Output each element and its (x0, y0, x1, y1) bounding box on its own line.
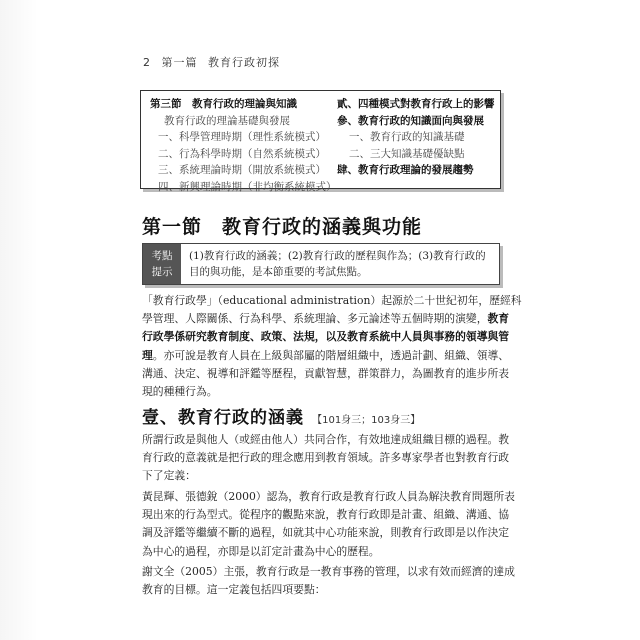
outline-item: 肆、教育行政理論的發展趨勢 (337, 164, 474, 176)
outline-item: 二、行為科學時期（自然系統模式） (158, 147, 326, 160)
text-line: 為中心的過程，亦即是以訂定計畫為中心的歷程。 (142, 544, 380, 558)
text-run: 學管理、人際關係、行為科學、系統理論、多元論述等五個時期的演變， (142, 312, 488, 326)
outline-left-column (150, 96, 337, 195)
page-number: 2 (143, 56, 151, 69)
exam-tip-text (189, 248, 491, 280)
text-line (142, 310, 510, 328)
exam-tip-box (142, 243, 500, 285)
subsection-heading (142, 403, 420, 428)
text-line: 下了定義： (142, 469, 196, 483)
emphasis-line: 行政學係研究教育制度、政策、法規，以及教育系統中人員與事務的領導與管 (142, 330, 510, 344)
hsieh-paragraph (142, 563, 515, 599)
tip-line: 目的與功能，是本節重要的考試焦點。 (189, 266, 368, 278)
emphasis-run: 理 (142, 348, 153, 362)
text-line (142, 347, 510, 365)
outline-item: 四、新興理論時期（非均衡系統模式） (158, 180, 337, 193)
huang-zhang-paragraph (142, 488, 515, 561)
outline-item: 三、系統理論時期（開放系統模式） (158, 164, 326, 176)
outline-item: 二、三大知識基礎優缺點 (349, 147, 465, 160)
text-line: 育行政的意義就是把行政的理念應用到教育領域。許多專家學者也對教育行政 (142, 451, 510, 465)
outline-item: 一、科學管理時期（理性系統模式） (158, 131, 326, 143)
section-title: 第一節 教育行政的涵義與功能 (142, 216, 423, 238)
tip-tag-line: 考點 (151, 250, 173, 262)
text-line: 黃昆輝、張德銳（2000）認為，教育行政是教育行政人員為解決教育問題所表 (142, 490, 515, 503)
outline-item: 貳、四種模式對教育行政上的影響 (337, 98, 495, 110)
definition-paragraph (142, 431, 510, 486)
intro-paragraph (142, 292, 522, 401)
part-title: 教育行政初探 (208, 56, 280, 69)
part-label: 第一篇 (161, 56, 198, 69)
chapter-outline-box (140, 90, 501, 193)
outline-item: 參、教育行政的知識面向與發展 (337, 114, 484, 127)
outline-item: 教育行政的理論基礎與發展 (164, 114, 290, 127)
outline-item: 一、教育行政的知識基礎 (349, 131, 465, 143)
text-line: 現的種種行為。 (142, 385, 218, 399)
text-line: 溝通、決定、視導和評鑑等歷程，貢獻智慧，群策群力，為圖教育的進步所表 (142, 366, 510, 380)
outline-right-column (337, 96, 495, 179)
outline-item: 第三節 教育行政的理論與知識 (150, 98, 297, 110)
text-line: 所謂行政是與他人（或經由他人）共同合作，有效地達成組織目標的過程。教 (142, 433, 510, 446)
running-header (143, 54, 286, 70)
text-line: 教育的目標。這一定義包括四項要點： (142, 583, 326, 597)
text-line: 「教育行政學」（educational administration）起源於二十世紀初年，歷經科 (142, 294, 522, 307)
text-line: 謝文全（2005）主張，教育行政是一教育事務的管理，以求有效而經濟的達成 (142, 565, 515, 578)
text-line: 調及評鑑等繼續不斷的過程，如就其中心功能來說，則教育行政即是以作決定 (142, 526, 510, 540)
text-run: 。亦可說是教育人員在上級與部屬的階層組織中，透過計劃、組織、領導、 (152, 348, 510, 362)
emphasis-run: 教育 (487, 312, 510, 326)
tip-line: (1)教育行政的涵義；(2)教育行政的歷程與作為；(3)教育行政的 (189, 250, 486, 262)
exam-tip-tag (143, 244, 181, 284)
spine-shadow (0, 0, 38, 640)
text-line: 現出來的行為型式。從程序的觀點來說，教育行政即是計畫、組織、溝通、協 (142, 508, 510, 522)
subsection-title: 壹、教育行政的涵義 (142, 408, 304, 428)
exam-reference-tag: 【101身三；103身三】 (312, 415, 421, 426)
tip-tag-line: 提示 (151, 266, 173, 278)
